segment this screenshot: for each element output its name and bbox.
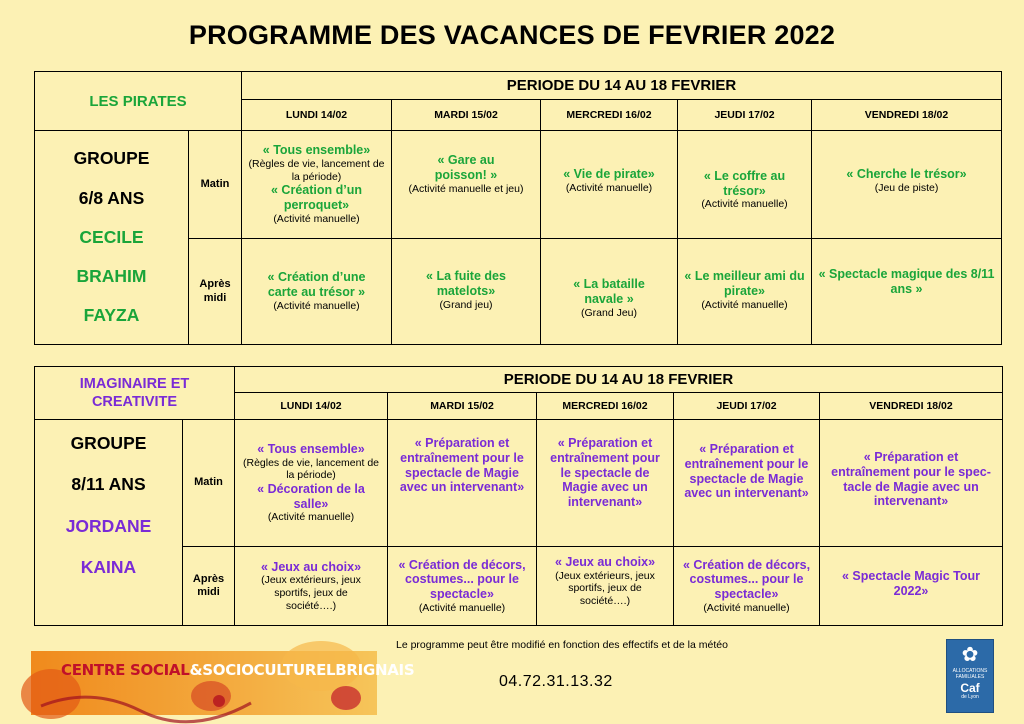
activity-title: « Jeux au choix» [554,555,656,569]
group-name-line: IMAGINAIRE ET [79,375,190,392]
activity-cell [678,239,812,345]
logo-word: CENTRE SOCIAL [61,661,190,679]
activity-detail: (Activité manuelle) [701,198,788,211]
program-table-imaginaire [34,366,1003,626]
activity-title: « La fuite des matelots» [426,269,506,298]
activity-detail: (Règles de vie, lancement de la période) [248,158,385,183]
caf-text: ALLOCATIONS [952,668,988,674]
activity-detail: (Jeux extérieurs, jeux sportifs, jeux de société….) [261,574,361,612]
activity-title: « Tous ensemble» [262,143,371,158]
activity-detail: (Jeu de piste) [874,181,939,194]
phone-number: 04.72.31.13.32 [499,673,613,690]
activity-detail: (Grand Jeu) [580,306,638,319]
slot-morning: Matin [189,131,242,239]
activity-cell [541,131,678,239]
page-title: PROGRAMME DES VACANCES DE FEVRIER 2022 [188,20,836,50]
activity-cell [820,547,1003,626]
program-table-pirates [34,71,1002,345]
activity-cell [674,420,820,547]
slot-afternoon-line: Après [192,572,225,585]
activity-cell [812,131,1002,239]
group-ages: 8/11 ANS [71,474,146,495]
activity-detail: (Activité manuelle) [418,601,506,614]
logo-text [61,661,414,679]
centre-social-logo [31,651,415,715]
day-header: MARDI 15/02 [388,393,537,420]
activity-title: « La bataille navale » [573,277,645,306]
day-header: JEUDI 17/02 [678,100,812,131]
activity-cell [541,239,678,345]
activity-title: « Création d’un perroquet» [271,183,362,213]
logo-word: SOCIOCULTUREL [202,661,336,679]
day-header: JEUDI 17/02 [674,393,820,420]
activity-cell [235,547,388,626]
activity-title: « Préparation et entraînement pour le spec- tacle de Magie avec un intervenant» [831,450,991,509]
logo-word: BRIGNAIS [335,661,415,679]
caf-text: FAMILIALES [955,674,985,680]
activity-title: « Vie de pirate» [563,167,655,181]
activity-detail: (Jeux extérieurs, jeux sportifs, jeux de société….) [555,569,655,607]
caf-flower-icon: ✿ [961,644,979,666]
activity-cell [392,239,541,345]
activity-detail: (Activité manuelle) [273,299,360,312]
activity-cell [678,131,812,239]
activity-title: « Gare au poisson! » [434,153,498,182]
activity-detail: (Activité manuelle) [703,601,790,614]
activity-title: « Cherche le trésor» [846,167,967,181]
activity-title: « Création d’une carte au trésor » [267,270,366,300]
day-header: VENDREDI 18/02 [812,100,1002,131]
slot-afternoon [189,239,242,345]
day-header: MERCREDI 16/02 [541,100,678,131]
slot-afternoon [183,547,235,626]
slot-morning: Matin [183,420,235,547]
activity-cell [537,547,674,626]
logo-word: & [189,661,203,679]
activity-title: « Décoration de la salle» [257,481,365,511]
staff-name: CECILE [79,226,144,247]
activity-cell [235,420,388,547]
activity-title: « Le coffre au trésor» [703,168,786,198]
group-info [35,131,189,345]
group-ages: 6/8 ANS [78,187,145,208]
day-header: VENDREDI 18/02 [820,393,1003,420]
activity-cell [388,547,537,626]
activity-cell [388,420,537,547]
activity-cell [242,131,392,239]
staff-name: KAINA [80,556,137,577]
activity-title: « Spectacle Magic Tour 2022» [842,569,981,598]
periode-header: PERIODE DU 14 AU 18 FEVRIER [242,72,1002,100]
activity-detail: (Activité manuelle) [273,212,360,225]
footer-note: Le programme peut être modifié en fonction des effectifs et de la météo [396,639,728,651]
staff-name: JORDANE [65,515,152,536]
caf-logo [946,639,994,713]
activity-detail: (Grand jeu) [439,298,493,311]
activity-cell [242,239,392,345]
caf-name: Caf [960,681,980,695]
activity-detail: (Activité manuelle) [701,298,788,311]
slot-afternoon-line: midi [203,291,227,304]
activity-detail: (Règles de vie, lancement de la période) [243,456,379,482]
group-label: GROUPE [70,433,147,453]
activity-title: « Préparation et entraînement pour le spectacle de Magie avec un intervenant» [684,442,809,501]
activity-title: « Préparation et entraînement pour le spectacle de Magie avec un intervenant» [399,436,525,495]
group-info [35,420,183,626]
activity-cell [537,420,674,547]
group-name: LES PIRATES [35,72,242,131]
activity-title: « Jeux au choix» [260,559,362,574]
activity-title: « Tous ensemble» [257,441,365,456]
day-header: MERCREDI 16/02 [537,393,674,420]
day-header: MARDI 15/02 [392,100,541,131]
periode-header: PERIODE DU 14 AU 18 FEVRIER [235,367,1003,393]
staff-name: FAYZA [83,305,140,326]
activity-cell [820,420,1003,547]
staff-name: BRAHIM [76,266,147,287]
activity-detail: (Activité manuelle et jeu) [408,182,524,195]
activity-title: « Création de décors, costumes... pour le spectacle» [682,557,811,602]
day-header: LUNDI 14/02 [235,393,388,420]
activity-cell [674,547,820,626]
slot-afternoon-line: midi [197,586,220,598]
activity-title: « Création de décors, costumes... pour le spectacle» [398,557,526,602]
activity-cell [812,239,1002,345]
activity-detail: (Activité manuelle) [267,511,355,524]
group-name [35,367,235,420]
activity-title: « Le meilleur ami du pirate» [684,269,805,298]
day-header: LUNDI 14/02 [242,100,392,131]
activity-detail: (Activité manuelle) [565,181,653,194]
group-label: GROUPE [73,148,150,169]
caf-city: de Lyon [961,694,979,700]
group-name-line: CREATIVITE [91,394,178,410]
activity-cell [392,131,541,239]
activity-title: « Préparation et entraînement pour le spectacle de Magie avec un intervenant» [550,436,660,509]
activity-title: « Spectacle magique des 8/11 ans » [818,267,995,296]
slot-afternoon-line: Après [199,278,231,291]
